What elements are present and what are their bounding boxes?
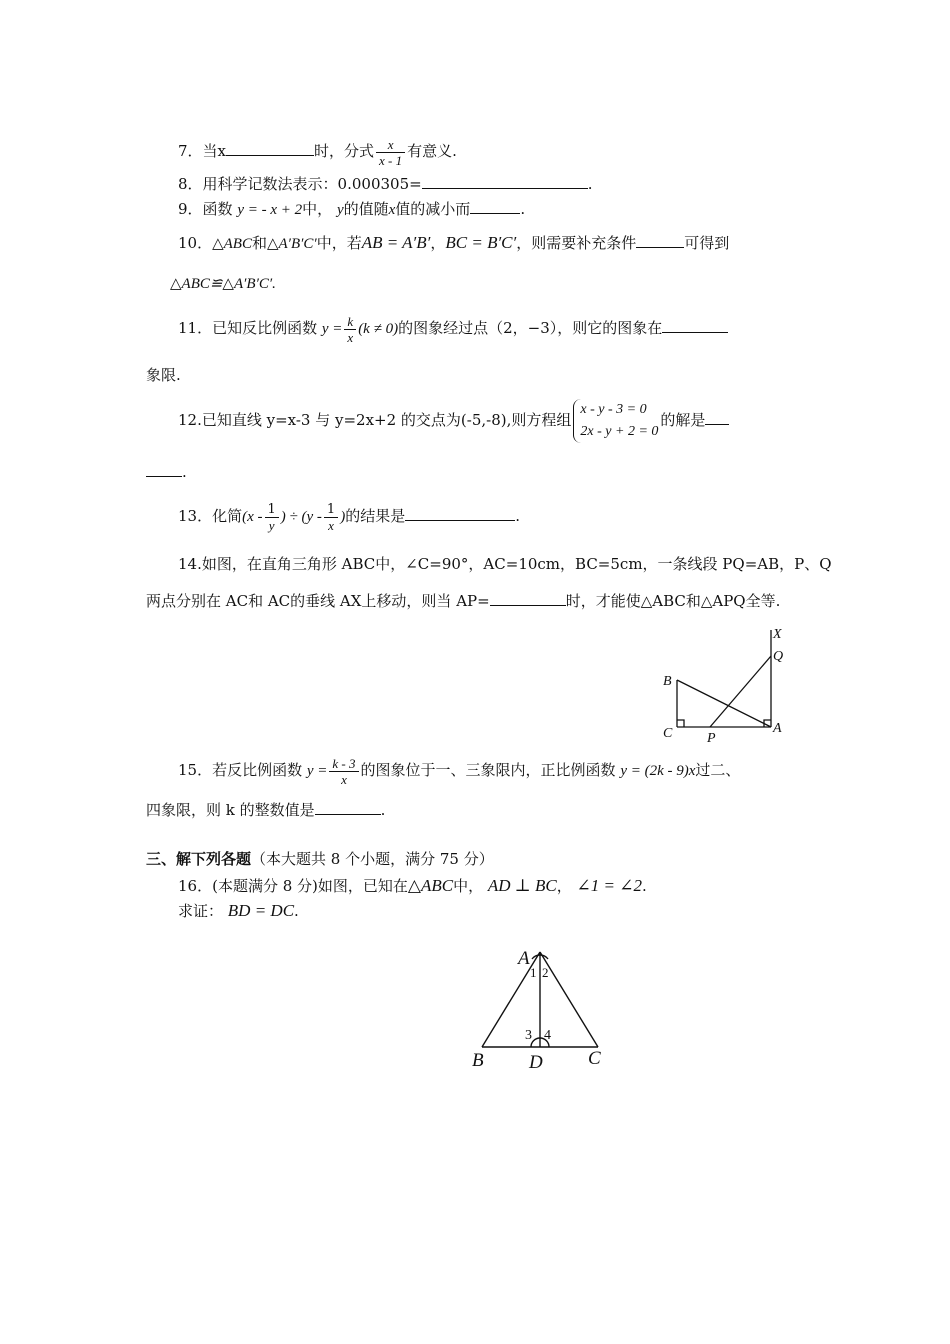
question-12 [178,394,729,446]
fig14-label-x: X [773,627,782,642]
q15-denominator: x [341,771,347,787]
q9-mid2: 的值随 [343,200,389,218]
q10-abc: ABC [223,236,252,252]
q15-mid: 的图象位于一、三象限内，正比例函数 [360,761,616,779]
q12-answer-blank-1 [705,410,729,425]
q16-comma: ， [556,877,572,895]
q10-condition-1: AB = A′B′ [361,233,431,252]
q10-get: 可得到 [684,234,730,252]
q7-denominator: x - 1 [379,152,403,168]
q15-function: y = [306,763,328,779]
q11-suffix: 的图象经过点（2，−3），则它的图象在 [398,319,663,337]
question-16-line-2 [178,901,299,921]
q16-condition: AD ⊥ BC [487,876,557,895]
fig14-label-p: P [707,731,716,746]
question-14-line-1: 14.如图，在直角三角形 ABC中，∠C=90°，AC=10cm，BC=5cm，一条线段 PQ=AB，P、Q [178,555,832,573]
q11-numerator: k [344,314,356,330]
q9-var-y: y [336,202,344,218]
q9-mid1: 中， [302,200,333,218]
q10-prefix: 10．△ [178,234,224,252]
q16-goal: BD = DC [227,901,295,920]
q12-equation-2: 2x - y + 2 = 0 [580,424,659,439]
q13-prefix: 13．化简 [178,507,243,525]
q12-end: . [182,463,187,481]
q15-answer-blank [315,800,381,815]
section-3-heading [146,849,494,869]
question-10-line-2: △ABC≌△A′B′C′. [170,276,276,292]
question-10-line-1 [178,233,729,254]
question-8 [178,174,592,194]
q12-answer-blank-2 [146,462,182,477]
q13-fraction-2 [324,502,338,533]
q7-answer-blank [226,141,314,156]
q13-denominator-1: y [268,517,275,533]
section-3-note: （本大题共 8 个小题，满分 75 分） [251,850,494,868]
q11-answer-blank [662,318,728,333]
question-14-line-2 [146,591,780,611]
q12-equation-system [573,399,658,443]
q14-text-b: 时，才能使△ABC和△APQ全等. [565,592,781,610]
q11-condition: (k ≠ 0) [358,321,399,337]
fig16-label-angle-4: 4 [544,1028,551,1043]
q13-denominator-2: x [328,517,334,533]
question-15-line-1 [178,748,740,792]
question-11-line-2: 象限. [146,366,181,384]
q16-end: . [642,877,647,895]
question-11 [178,308,728,348]
q10-and: 和△ [251,234,279,252]
q11-prefix: 11．已知反比例函数 [178,319,318,337]
section-3-title: 三、解下列各题 [146,850,252,868]
q14-text-a: 两点分别在 AC和 AC的垂线 AX上移动，则当 AP= [146,592,490,610]
q15-prefix: 15．若反比例函数 [178,761,303,779]
q10-condition-2: BC = B′C′ [445,233,517,252]
q7-numerator: x [376,137,405,153]
q15-fraction [329,756,358,787]
q16-prefix: 16．(本题满分 8 分)如图，已知在 [178,877,408,895]
q7-suffix: 有意义. [407,142,457,160]
question-13 [178,494,520,538]
q13-expr-c: ) [340,509,346,525]
q16-mid: 中， [453,877,484,895]
q9-mid3: 值的减小而 [395,200,471,218]
figure-16 [468,940,618,1075]
q12-suffix: 的解是 [660,411,706,429]
question-15-line-2 [146,800,385,820]
fig16-label-b: B [472,1050,484,1071]
fig14-right-angle-c [677,720,684,727]
q13-fraction-1 [265,502,279,533]
q12-prefix: 12.已知直线 y=x-3 与 y=2x+2 的交点为(-5,-8),则方程组 [178,411,572,429]
q16-end-2: . [294,902,299,920]
q9-function: y = - x + 2 [237,202,303,218]
figure-14 [655,622,815,747]
fig14-label-q: Q [773,649,784,664]
q12-equation-1: x - y - 3 = 0 [580,402,647,417]
q9-var-x: x [388,202,396,218]
fig14-label-c: C [663,726,673,741]
q7-prefix: 7．当x [178,142,227,160]
q15-numerator: k - 3 [329,756,358,772]
fig16-label-a: A [518,948,530,969]
q13-answer-blank [405,506,515,521]
q15-suffix: 过二、 [695,761,741,779]
fig14-label-b: B [663,674,672,689]
fig14-segment-pq [710,656,771,727]
q15-end: . [380,801,386,819]
fig14-segment-ba [677,680,771,727]
q7-mid: 时，分式 [314,142,375,160]
q16-angles: ∠1 = ∠2 [576,876,642,895]
question-16-line-1 [178,876,647,896]
q8-answer-blank [422,174,588,189]
q16-triangle: △ABC [407,876,454,895]
q11-denominator: x [347,329,354,345]
fig14-label-a: A [773,721,782,736]
q8-end: . [587,175,593,193]
q10-abc-prime: A′B′C′ [278,236,317,252]
fig16-label-d: D [529,1052,543,1073]
q9-prefix: 9．函数 [178,200,233,218]
q14-answer-blank [490,591,566,606]
q13-suffix: 的结果是 [345,507,406,525]
q11-function: y = [321,321,343,337]
q15-function-2: y = (2k - 9)x [620,763,696,779]
fig16-label-c: C [588,1048,601,1069]
q10-comma: ， [430,234,446,252]
q9-answer-blank [470,199,520,214]
question-9 [178,199,525,220]
q13-end: . [515,507,520,525]
q10-if: 中，若 [316,234,362,252]
q10-need: ，则需要补充条件 [516,234,637,252]
question-7 [178,134,457,168]
q9-end: . [520,200,526,218]
q16-prove-label: 求证： [178,902,224,920]
q13-numerator-1: 1 [265,502,279,518]
q7-fraction [376,137,405,168]
question-12-line-2 [146,462,187,482]
q11-fraction [344,314,356,345]
fig16-label-angle-1: 1 [530,965,537,980]
q13-expr-b: ) ÷ (y - [280,509,322,525]
fig16-label-angle-2: 2 [542,965,549,980]
q15-text: 四象限，则 k 的整数值是 [146,801,315,819]
q10-answer-blank [636,233,684,248]
q13-expr-a: (x - [242,509,263,525]
q13-numerator-2: 1 [324,502,338,518]
fig16-label-angle-3: 3 [525,1028,532,1043]
q8-text: 8．用科学记数法表示：0.000305= [178,175,422,193]
